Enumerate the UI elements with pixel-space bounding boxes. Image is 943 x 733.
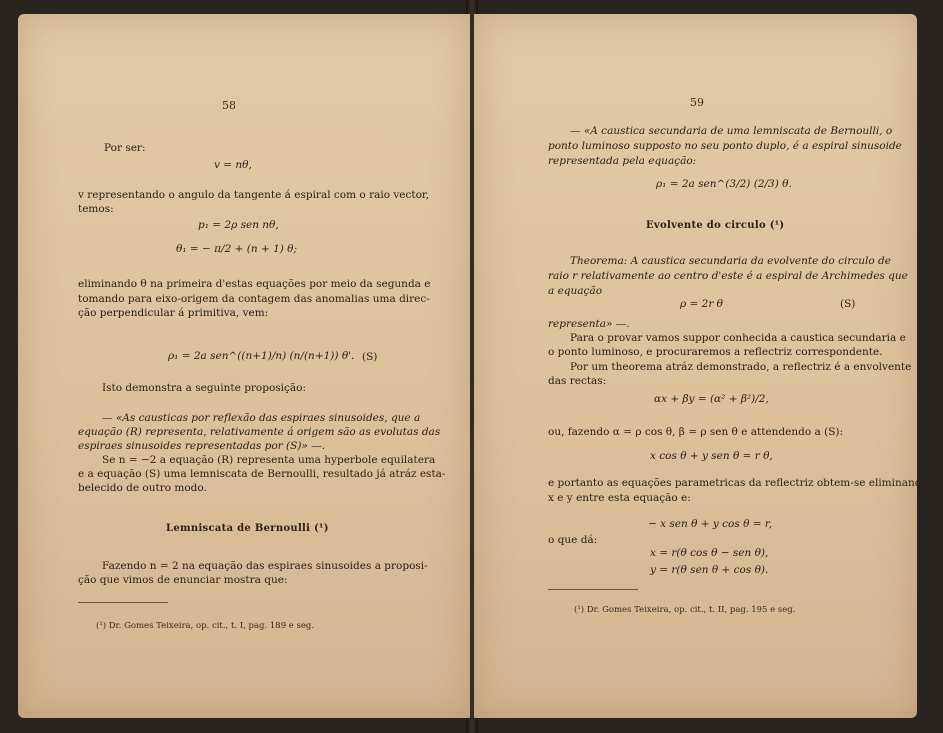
footnote-rule xyxy=(548,589,638,590)
theorem-line: representa» —. xyxy=(548,318,630,330)
text-line: e portanto as equações parametricas da reflectriz obtem-se eliminando xyxy=(548,477,928,489)
text-line: das rectas: xyxy=(548,375,607,387)
equation: ρ₁ = 2a sen^((n+1)/n) (n/(n+1)) θ'. xyxy=(168,350,355,362)
text-line: Isto demonstra a seguinte proposição: xyxy=(102,382,307,394)
text-line: e a equação (S) uma lemniscata de Bernoulli, resultado já atráz esta- xyxy=(78,468,446,480)
text-line: Fazendo n = 2 na equação das espiraes sinusoides a proposi- xyxy=(102,560,428,572)
equation-tag: (S) xyxy=(840,298,856,310)
equation: x = r(θ cos θ − sen θ), xyxy=(650,547,769,559)
quote-line: espiraes sinusoides representadas por (S)» —. xyxy=(78,440,326,452)
page-number: 58 xyxy=(222,99,236,112)
equation: ρ = 2r θ xyxy=(680,298,724,310)
quote-line: — «As causticas por reflexão das espiraes sinusoides, que a xyxy=(102,412,421,424)
theorem-line: raio r relativamente ao centro d'este é a espiral de Archimedes que xyxy=(548,270,908,282)
quote-line: representada pela equação: xyxy=(548,155,697,167)
theorem-line: a equação xyxy=(548,285,603,297)
equation: p₁ = 2ρ sen nθ, xyxy=(198,219,279,231)
page-number: 59 xyxy=(690,96,704,109)
text-line: ção que vimos de enunciar mostra que: xyxy=(78,574,288,586)
text-line: temos: xyxy=(78,203,114,215)
footnote-rule xyxy=(78,602,168,603)
text-line: eliminando θ na primeira d'estas equações por meio da segunda e xyxy=(78,278,431,290)
equation: ρ₁ = 2a sen^(3/2) (2/3) θ. xyxy=(656,178,792,190)
equation: θ₁ = − π/2 + (n + 1) θ; xyxy=(176,243,298,255)
quote-line: equação (R) representa, relativamente á origem são as evolutas das xyxy=(78,426,441,438)
equation-tag: (S) xyxy=(362,351,378,363)
section-heading: Evolvente do circulo (¹) xyxy=(646,220,785,231)
equation: αx + βy = (α² + β²)/2, xyxy=(654,393,769,405)
equation: y = r(θ sen θ + cos θ). xyxy=(650,564,769,576)
equation: v = nθ, xyxy=(214,159,252,171)
text-line: tomando para eixo-origem da contagem das anomalias uma direc- xyxy=(78,293,430,305)
quote-line: — «A caustica secundaria de uma lemniscata de Bernoulli, o xyxy=(570,125,893,137)
quote-line: ponto luminoso supposto no seu ponto duplo, é a espiral sinusoide xyxy=(548,140,902,152)
text-line: x e y entre esta equação e: xyxy=(548,492,691,504)
text-line: v representando o angulo da tangente á espiral com o raio vector, xyxy=(78,189,430,201)
section-heading: Lemniscata de Bernoulli (¹) xyxy=(166,523,329,534)
text-line: Por ser: xyxy=(104,142,146,154)
equation: − x sen θ + y cos θ = r, xyxy=(648,518,773,530)
text-line: o que dá: xyxy=(548,534,598,546)
text-line: belecido de outro modo. xyxy=(78,482,207,494)
left-page xyxy=(18,14,470,718)
text-line: Por um theorema atráz demonstrado, a reflectriz é a envolvente xyxy=(570,361,912,373)
right-page xyxy=(474,14,928,718)
footnote: (¹) Dr. Gomes Teixeira, op. cit., t. II, pag. 195 e seg. xyxy=(574,605,796,615)
text-line: ção perpendicular á primitiva, vem: xyxy=(78,307,269,319)
text-line: Para o provar vamos suppor conhecida a caustica secundaria e xyxy=(570,332,906,344)
equation: x cos θ + y sen θ = r θ, xyxy=(650,450,773,462)
footnote: (¹) Dr. Gomes Teixeira, op. cit., t. I, pag. 189 e seg. xyxy=(96,621,315,631)
text-line: Se n = −2 a equação (R) representa uma hyperbole equilatera xyxy=(102,454,436,466)
theorem-line: Theorema: A caustica secundaria da evolvente do circulo de xyxy=(570,255,891,267)
text-line: o ponto luminoso, e procuraremos a reflectriz correspondente. xyxy=(548,346,883,358)
text-line: ou, fazendo α = ρ cos θ, β = ρ sen θ e attendendo a (S): xyxy=(548,426,844,438)
